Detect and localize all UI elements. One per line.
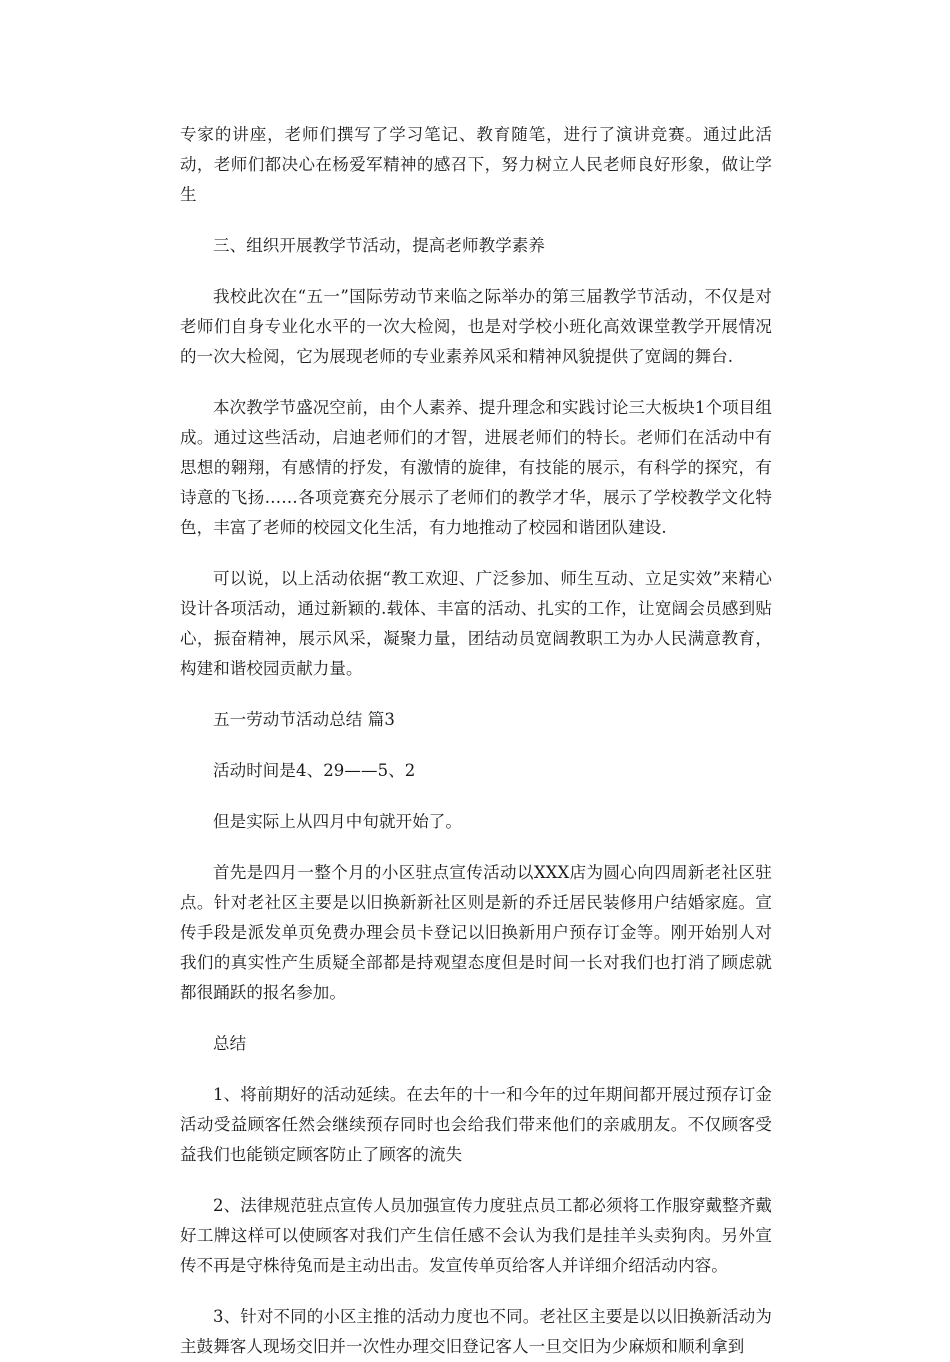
paragraph-5: 可以说，以上活动依据“教工欢迎、广泛参加、师生互动、立足实效”来精心设计各项活动，通过新颖的.载体、丰富的活动、扎实的工作，让宽阔会员感到贴心，振奋精神，展示风采，凝聚力量，团结动员宽阔教职工为办人民满意教育，构建和谐校园贡献力量。 (180, 569, 772, 678)
paragraph-3: 我校此次在“五一”国际劳动节来临之际举办的第三届教学节活动，不仅是对老师们自身专业化水平的一次大检阅，也是对学校小班化高效课堂教学开展情况的一次大检阅，它为展现老师的专业素养风采和精神风貌提供了宽阔的舞台. (180, 287, 772, 366)
paragraph-8: 但是实际上从四月中旬就开始了。 (213, 812, 462, 831)
article-heading-3: 五一劳动节活动总结 篇3 (213, 710, 395, 729)
summary-heading: 总结 (213, 1034, 247, 1053)
paragraph-1: 专家的讲座，老师们撰写了学习笔记、教育随笔，进行了演讲竞赛。通过此活动，老师们都决心在杨爱军精神的感召下，努力树立人民老师良好形象，做让学生 (180, 125, 772, 204)
summary-item-3: 3、针对不同的小区主推的活动力度也不同。老社区主要是以以旧换新活动为主鼓舞客人现场交旧并一次性办理交旧登记客人一旦交旧为少麻烦和顺利拿到 (180, 1307, 772, 1356)
summary-item-2: 2、法律规范驻点宣传人员加强宣传力度驻点员工都必须将工作服穿戴整齐戴好工牌这样可以使顾客对我们产生信任感不会认为我们是挂羊头卖狗肉。另外宣传不再是守株待兔而是主动出击。发宣传单页给客人并详细介绍活动内容。 (180, 1196, 772, 1275)
activity-time: 活动时间是4、29——5、2 (213, 761, 416, 780)
paragraph-4: 本次教学节盛况空前，由个人素养、提升理念和实践讨论三大板块1个项目组成。通过这些活动，启迪老师们的才智，进展老师们的特长。老师们在活动中有思想的翱翔，有感情的抒发，有激情的旋律，有技能的展示，有科学的探究，有诗意的飞扬……各项竞赛充分展示了老师们的教学才华，展示了学校教学文化特色，丰富了老师的校园文化生活，有力地推动了校园和谐团队建设. (180, 398, 772, 537)
summary-item-1: 1、将前期好的活动延续。在去年的十一和今年的过年期间都开展过预存订金活动受益顾客任然会继续预存同时也会给我们带来他们的亲戚朋友。不仅顾客受益我们也能锁定顾客防止了顾客的流失 (180, 1085, 772, 1164)
paragraph-9: 首先是四月一整个月的小区驻点宣传活动以XXX店为圆心向四周新老社区驻点。针对老社区主要是以旧换新新社区则是新的乔迁居民装修用户结婚家庭。宣传手段是派发单页免费办理会员卡登记以旧换新用户预存订金等。刚开始别人对我们的真实性产生质疑全部都是持观望态度但是时间一长对我们也打消了顾虑就都很踊跃的报名参加。 (180, 863, 772, 1002)
document-body (180, 120, 772, 1362)
section-heading-3: 三、组织开展教学节活动，提高老师教学素养 (213, 236, 545, 255)
